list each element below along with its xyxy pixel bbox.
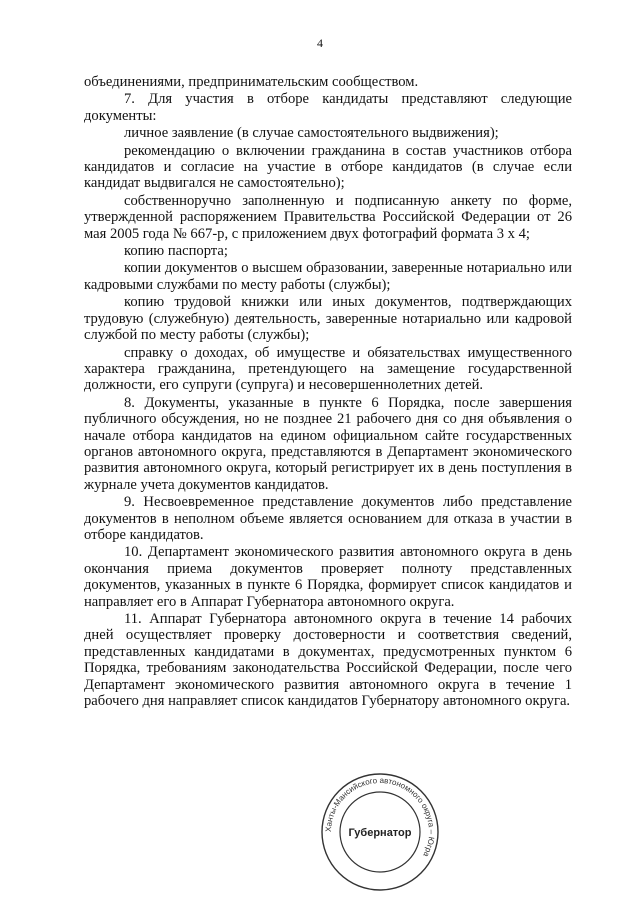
paragraph: 7. Для участия в отборе кандидаты представляют следующие документы: [84, 91, 572, 124]
official-seal [318, 770, 442, 894]
page-number: 4 [317, 36, 323, 50]
paragraph: 8. Документы, указанные в пункте 6 Порядка, после завершения публичного обсуждения, но не позднее 21 рабочего дня со дня объявления о начале отбора кандидатов на едином официальном сайте государственных органов автономного округа, представляются в Департамент экономического развития автономного округа, который регистрирует их в день поступления в журнале учета документов кандидатов. [84, 394, 572, 493]
seal-center-text: Губернатор [348, 827, 412, 839]
list-item: личное заявление (в случае самостоятельного выдвижения); [124, 125, 499, 142]
document-body [84, 74, 572, 710]
seal-ring-text: Ханты-Мансийского автономного округа – Югра [323, 775, 437, 859]
list-item: рекомендацию о включении гражданина в состав участников отбора кандидатов и согласие на участие в отборе кандидатов (в случае если кандидат выдвигался не самостоятельно); [84, 142, 572, 192]
list-item: копии документов о высшем образовании, заверенные нотариально или кадровыми службами по месту работы (службы); [84, 260, 572, 293]
paragraph: 10. Департамент экономического развития автономного округа в день окончания приема документов проверяет полноту представленных документов, указанных в пункте 6 Порядка, формирует список кандидатов и направляет его в Аппарат Губернатора автономного округа. [84, 544, 572, 610]
list-item: копию паспорта; [124, 243, 228, 260]
paragraph: 11. Аппарат Губернатора автономного округа в течение 14 рабочих дней осуществляет проверку достоверности и соответствия сведений, представленных кандидатами в документах, предусмотренных пунктом 6 Порядка, требованиям законодательства Российской Федерации, после чего Департамент экономического развития автономного округа в течение 1 рабочего дня направляет список кандидатов Губернатору автономного округа. [84, 611, 572, 710]
seal-icon [318, 770, 442, 894]
list-item: копию трудовой книжки или иных документов, подтверждающих трудовую (служебную) деятельность, заверенные нотариально или кадровой службой по месту работы (службы); [84, 294, 572, 344]
paragraph: объединениями, предпринимательским сообществом. [84, 74, 419, 90]
paragraph: 9. Несвоевременное представление документов либо представление документов в неполном объеме является основанием для отказа в участии в отборе кандидатов. [84, 494, 572, 543]
list-item: справку о доходах, об имуществе и обязательствах имущественного характера гражданина, претендующего на замещение государственной должности, его супруги (супруга) и несовершеннолетних детей. [84, 344, 572, 394]
list-item: собственноручно заполненную и подписанную анкету по форме, утвержденной распоряжением Правительства Российской Федерации от 26 мая 2005 года № 667-р, с приложением двух фотографий формата 3 х 4; [84, 192, 572, 242]
